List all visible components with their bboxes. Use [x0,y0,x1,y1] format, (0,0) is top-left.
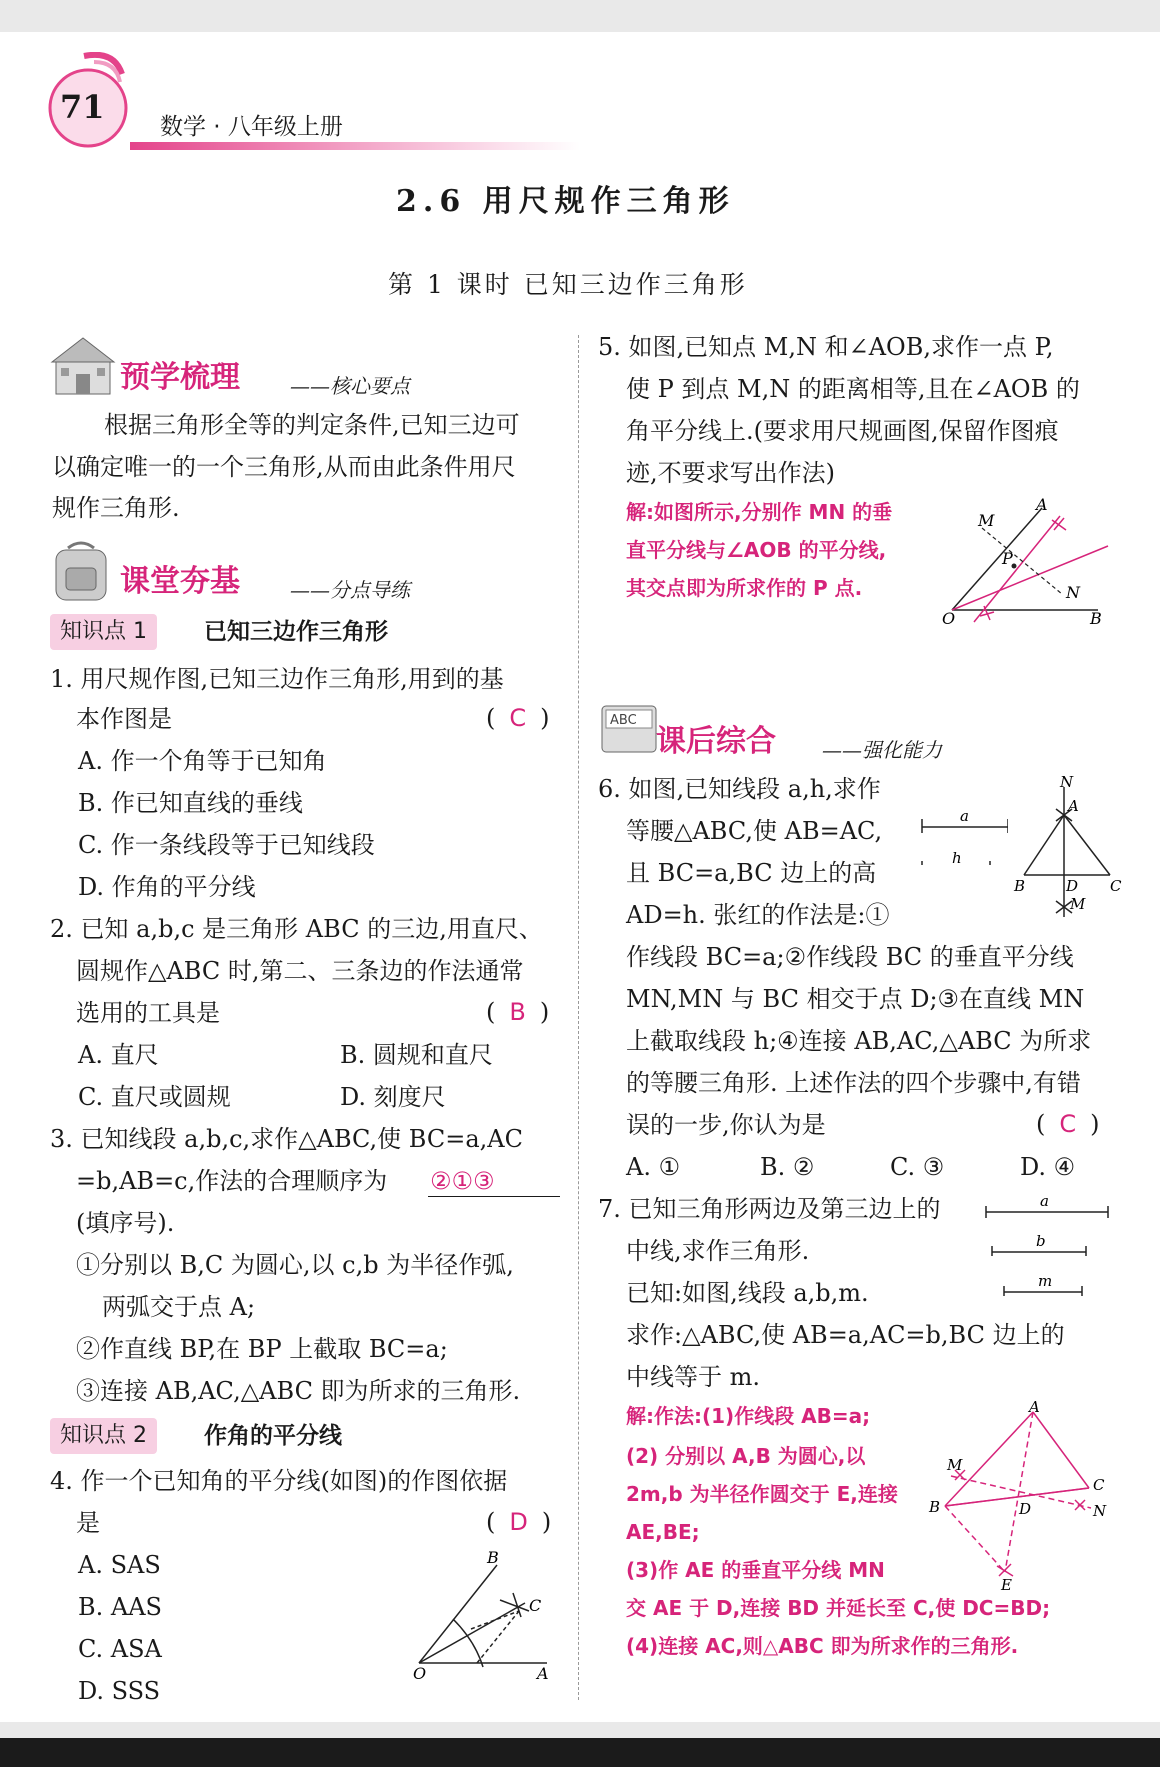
q4-line-1: 4. 作一个已知角的平分线(如图)的作图依据 [50,1467,508,1495]
q4-line-2: 是 [76,1509,100,1537]
q6-line-8: 的等腰三角形. 上述作法的四个步骤中,有错 [626,1069,1081,1097]
q5-solution-1: 解:如图所示,分别作 MN 的垂 [626,500,893,524]
q7-construction-figure [925,1400,1115,1600]
q3-line-3: (填序号). [76,1209,175,1237]
q2-option-a: A. 直尺 [78,1041,159,1069]
q4-angle-bisector-figure [405,1545,565,1680]
q1-option-a: A. 作一个角等于已知角 [78,747,327,775]
q5-figure [940,498,1115,628]
q5-line-2: 使 P 到点 M,N 的距离相等,且在∠AOB 的 [626,375,1080,403]
q7-label-b: B [929,1498,941,1516]
section-after-title: 课后综合 [656,724,776,759]
q5-solution-2: 直平分线与∠AOB 的平分线, [626,538,887,562]
q6-label-c: C [1110,877,1122,895]
q6-label-n: N [1060,775,1074,791]
q6-answer-box: ( C ) [1036,1110,1100,1138]
q4-option-d: D. SSS [78,1677,161,1705]
q2-option-c: C. 直尺或圆规 [78,1083,231,1111]
column-divider [578,335,579,1700]
q6-line-7: 上截取线段 h;④连接 AB,AC,△ABC 为所求 [626,1027,1092,1055]
q4-option-a: A. SAS [78,1551,161,1579]
q6-option-c: C. ③ [890,1153,945,1181]
q7-line-4: 求作:△ABC,使 AB=a,AC=b,BC 边上的 [626,1321,1065,1349]
bottom-bar [0,1738,1160,1767]
q2-answer-box: ( B ) [486,998,550,1026]
q6-line-9: 误的一步,你认为是 [626,1111,826,1139]
q5-label-p: P [1002,549,1013,568]
lesson-subtitle: 第 1 课时 已知三边作三角形 [388,270,748,299]
q7-line-3: 已知:如图,线段 a,b,m. [626,1279,869,1307]
q2-line-2: 圆规作△ABC 时,第二、三条边的作法通常 [76,957,524,985]
section-classroom-sub: ——分点导练 [290,578,410,602]
q6-line-2: 等腰△ABC,使 AB=AC, [626,817,883,845]
q7-solution-5: (3)作 AE 的垂直平分线 MN [626,1558,885,1582]
section-after-sub: ——强化能力 [822,738,942,762]
q4-answer: D [509,1508,528,1536]
knowledge-point-1-label: 知识点 1 [50,614,157,650]
q7-solution-4: AE,BE; [626,1520,700,1544]
q5-line-3: 角平分线上.(要求用尺规画图,保留作图痕 [626,417,1059,445]
q7-line-5: 中线等于 m. [626,1363,761,1391]
q7-label-m-seg: m [1038,1272,1053,1290]
q7-label-e: E [1001,1576,1012,1594]
q6-option-b: B. ② [760,1153,815,1181]
q4-option-b: B. AAS [78,1593,162,1621]
q3-answer: ②①③ [430,1167,495,1195]
q6-line-1: 6. 如图,已知线段 a,h,求作 [598,775,881,803]
q5-label-m: M [978,511,995,530]
q6-line-3: 且 BC=a,BC 边上的高 [626,859,877,887]
page-title: 2.6 用尺规作三角形 [396,184,735,219]
q6-label-a-seg: a [960,807,969,825]
knowledge-point-2-title: 作角的平分线 [204,1423,342,1449]
q4-label-a: A [537,1664,549,1680]
school-building-icon [48,334,118,398]
q7-label-a: A [1029,1400,1040,1416]
q4-label-b: B [487,1548,499,1567]
q1-answer-box: ( C ) [486,704,550,732]
q6-triangle-figure [1010,775,1125,925]
preview-text-1: 根据三角形全等的判定条件,已知三边可 [104,411,520,439]
q5-label-a: A [1036,498,1048,514]
q7-label-n: N [1093,1502,1107,1520]
q5-line-1: 5. 如图,已知点 M,N 和∠AOB,求作一点 P, [598,333,1054,361]
q6-option-a: A. ① [626,1153,681,1181]
knowledge-point-2-label: 知识点 2 [50,1418,157,1454]
q7-label-d: D [1019,1500,1032,1518]
q6-line-5: 作线段 BC=a;②作线段 BC 的垂直平分线 [626,943,1074,971]
q7-line-1: 7. 已知三角形两边及第三边上的 [598,1195,941,1223]
q5-solution-3: 其交点即为所求作的 P 点. [626,576,863,600]
q7-segments-figure [982,1190,1112,1300]
section-classroom-title: 课堂夯基 [120,564,240,599]
preview-text-2: 以确定唯一的一个三角形,从而由此条件用尺 [52,453,516,481]
q1-option-b: B. 作已知直线的垂线 [78,789,303,817]
q7-label-c: C [1093,1476,1105,1494]
q6-line-6: MN,MN 与 BC 相交于点 D;③在直线 MN [626,985,1085,1013]
q4-label-c: C [529,1596,542,1615]
q7-label-a-seg: a [1040,1192,1049,1210]
q6-segments-figure [918,775,1008,865]
q6-label-b: B [1014,877,1026,895]
q6-line-4: AD=h. 张红的作法是:① [626,901,890,929]
q5-label-n: N [1066,583,1080,602]
q4-option-c: C. ASA [78,1635,162,1663]
q1-line-1: 1. 用尺规作图,已知三边作三角形,用到的基 [50,665,504,693]
q2-answer: B [509,998,526,1026]
q1-option-c: C. 作一条线段等于已知线段 [78,831,375,859]
q5-line-4: 迹,不要求写出作法) [626,459,835,487]
q3-answer-blank [428,1196,560,1197]
q1-line-2: 本作图是 [76,705,172,733]
q1-option-d: D. 作角的平分线 [78,873,256,901]
backpack-icon [48,538,114,604]
preview-text-3: 规作三角形. [52,494,180,522]
q7-solution-7: (4)连接 AC,则△ABC 即为所求作的三角形. [626,1634,1019,1658]
q3-step-1b: 两弧交于点 A; [102,1293,256,1321]
q6-label-h-seg: h [952,849,962,865]
q3-step-2: ②作直线 BP,在 BP 上截取 BC=a; [76,1335,448,1363]
knowledge-point-1-title: 已知三边作三角形 [204,619,388,645]
q2-line-1: 2. 已知 a,b,c 是三角形 ABC 的三边,用直尺、 [50,915,543,943]
q6-answer: C [1059,1110,1077,1138]
q2-option-d: D. 刻度尺 [340,1083,446,1111]
q2-option-b: B. 圆规和直尺 [340,1041,493,1069]
svg-text:ABC: ABC [610,713,637,728]
q4-label-o: O [413,1664,427,1680]
q3-step-1: ①分别以 B,C 为圆心,以 c,b 为半径作弧, [76,1251,514,1279]
section-preview-title: 预学梳理 [120,360,240,395]
q6-label-a: A [1068,797,1079,815]
q7-solution-6: 交 AE 于 D,连接 BD 并延长至 C,使 DC=BD; [626,1596,1051,1620]
q3-step-3: ③连接 AB,AC,△ABC 即为所求的三角形. [76,1377,521,1405]
q7-solution-2: (2) 分别以 A,B 为圆心,以 [626,1444,866,1468]
header-rule [130,142,580,150]
q6-label-d: D [1066,877,1079,895]
q5-label-b: B [1090,609,1102,628]
q7-solution-3: 2m,b 为半径作圆交于 E,连接 [626,1482,898,1506]
abc-book-icon [598,700,662,760]
q3-line-2: =b,AB=c,作法的合理顺序为 [76,1167,388,1195]
q7-line-2: 中线,求作三角形. [626,1237,810,1265]
page-number: 71 [60,88,105,126]
q6-option-d: D. ④ [1020,1153,1076,1181]
q6-label-m: M [1070,895,1086,913]
q4-answer-box: ( D ) [486,1508,552,1536]
section-preview-sub: ——核心要点 [290,374,410,398]
q7-solution-1: 解:作法:(1)作线段 AB=a; [626,1404,871,1428]
q2-line-3: 选用的工具是 [76,999,220,1027]
q5-label-o: O [942,609,956,628]
q7-label-m: M [947,1456,963,1474]
q7-label-b-seg: b [1036,1232,1046,1250]
book-title: 数学 · 八年级上册 [160,114,343,140]
q3-line-1: 3. 已知线段 a,b,c,求作△ABC,使 BC=a,AC [50,1125,523,1153]
q1-answer: C [509,704,527,732]
